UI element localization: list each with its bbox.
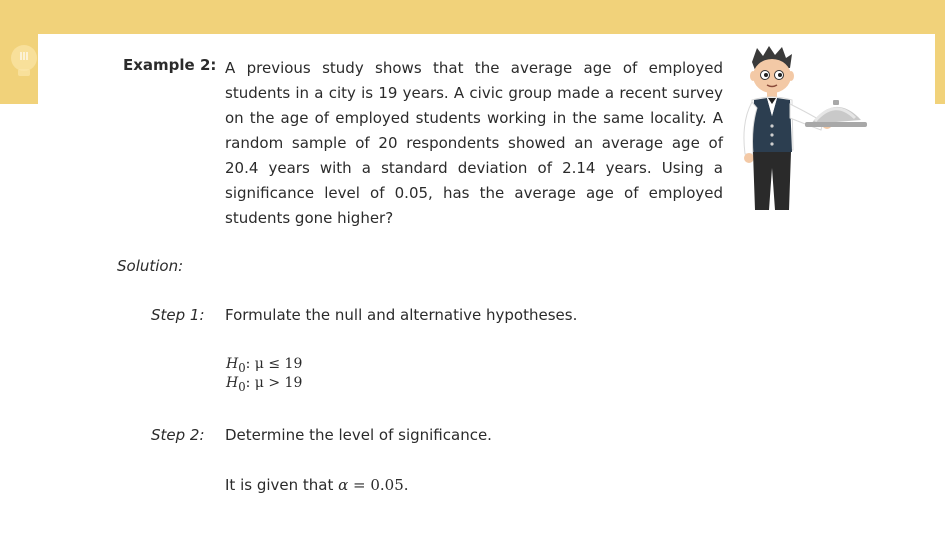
top-accent-band [0,0,945,34]
step-2-text: Determine the level of significance. [225,426,492,444]
right-accent-strip [935,34,945,104]
hypothesis-symbol: H [226,356,239,372]
hypothesis-relation: : μ > 19 [245,375,303,391]
alpha-prefix: It is given that [225,476,339,494]
alpha-statement [225,476,409,494]
solution-label: Solution: [117,257,184,275]
hypothesis-subscript: 0 [238,360,246,375]
waiter-illustration [735,42,870,214]
step-1-label: Step 1: [151,306,205,324]
step-1-text: Formulate the null and alternative hypotheses. [225,306,578,324]
hypothesis-subscript: 0 [238,379,246,394]
example-label: Example 2: [123,56,217,74]
alpha-value: = 0.05. [348,476,409,494]
hypothesis-symbol: H [226,375,239,391]
step-2-label: Step 2: [151,426,205,444]
example-problem-text: A previous study shows that the average age of employed students in a city is 19 years. A civic group made a recent survey on the age of employed students working in the same locality. A random sample of 20 respondents showed an average age of 20.4 years with a standard deviation of 2.14 years. Using a significance level of 0.05, has the average age of employed students gone higher? [225,59,723,227]
hypothesis-relation: : μ ≤ 19 [245,356,303,372]
alternative-hypothesis [226,374,302,397]
alpha-symbol: α [338,476,349,494]
